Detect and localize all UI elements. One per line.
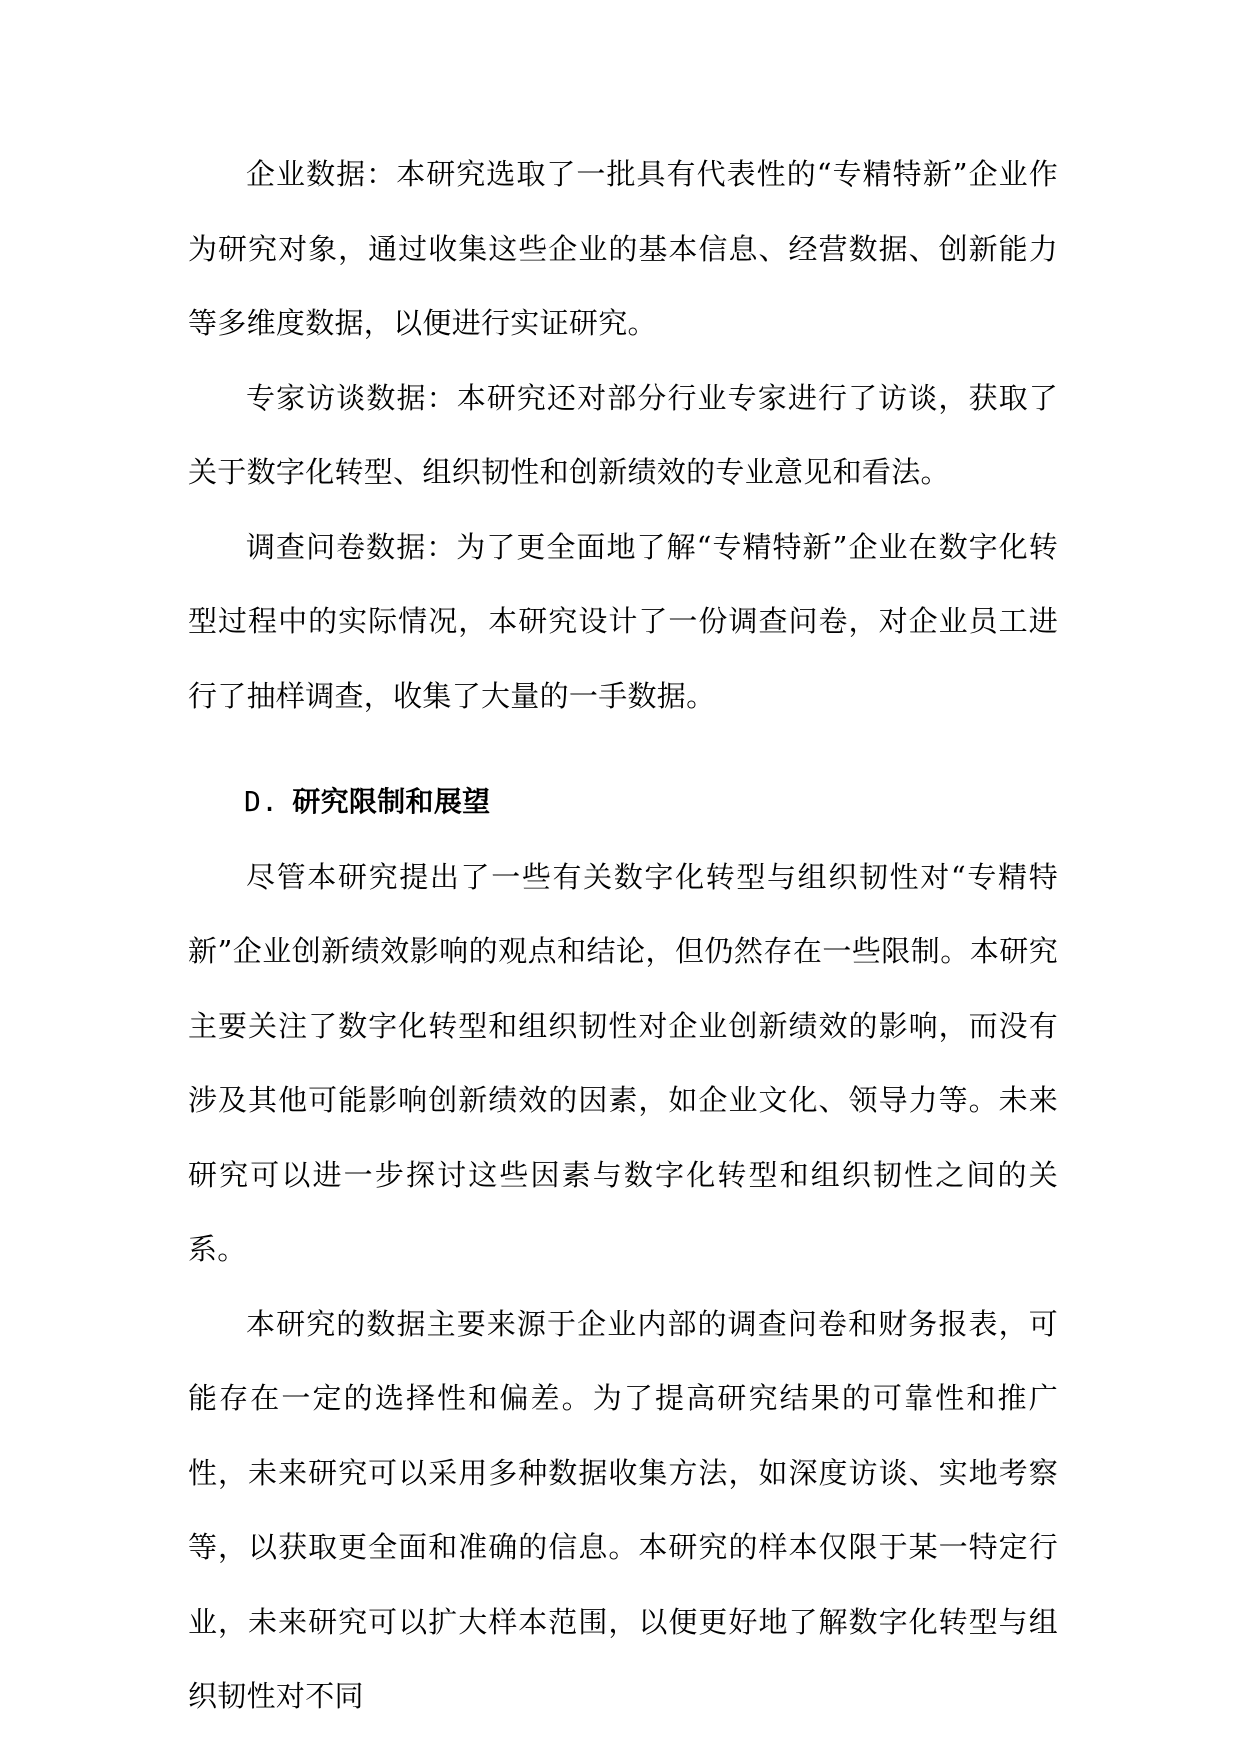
- paragraph-future-research: 本研究的数据主要来源于企业内部的调查问卷和财务报表，可能存在一定的选择性和偏差。为了提高研究结果的可靠性和推广性，未来研究可以采用多种数据收集方法，如深度访谈、实地考察等，以获取更全面和准确的信息。本研究的样本仅限于某一特定行业，未来研究可以扩大样本范围，以便更好地了解数字化转型与组织韧性对不同: [188, 1306, 1058, 1713]
- document-body: [188, 137, 1058, 1734]
- paragraph-limitations: 尽管本研究提出了一些有关数字化转型与组织韧性对“专精特新”企业创新绩效影响的观点和结论，但仍然存在一些限制。本研究主要关注了数字化转型和组织韧性对企业创新绩效的影响，而没有涉及其他可能影响创新绩效的因素，如企业文化、领导力等。未来研究可以进一步探讨这些因素与数字化转型和组织韧性之间的关系。: [188, 859, 1058, 1266]
- section-heading-d: [188, 765, 1058, 840]
- paragraph-questionnaire-data: 调查问卷数据：为了更全面地了解“专精特新”企业在数字化转型过程中的实际情况，本研究设计了一份调查问卷，对企业员工进行了抽样调查，收集了大量的一手数据。: [188, 529, 1058, 713]
- paragraph-expert-interview-data: 专家访谈数据：本研究还对部分行业专家进行了访谈，获取了关于数字化转型、组织韧性和创新绩效的专业意见和看法。: [188, 380, 1058, 489]
- section-title: 研究限制和展望: [292, 785, 491, 818]
- paragraph-enterprise-data: 企业数据：本研究选取了一批具有代表性的“专精特新”企业作为研究对象，通过收集这些企业的基本信息、经营数据、创新能力等多维度数据，以便进行实证研究。: [188, 157, 1058, 340]
- section-number: D.: [244, 785, 279, 818]
